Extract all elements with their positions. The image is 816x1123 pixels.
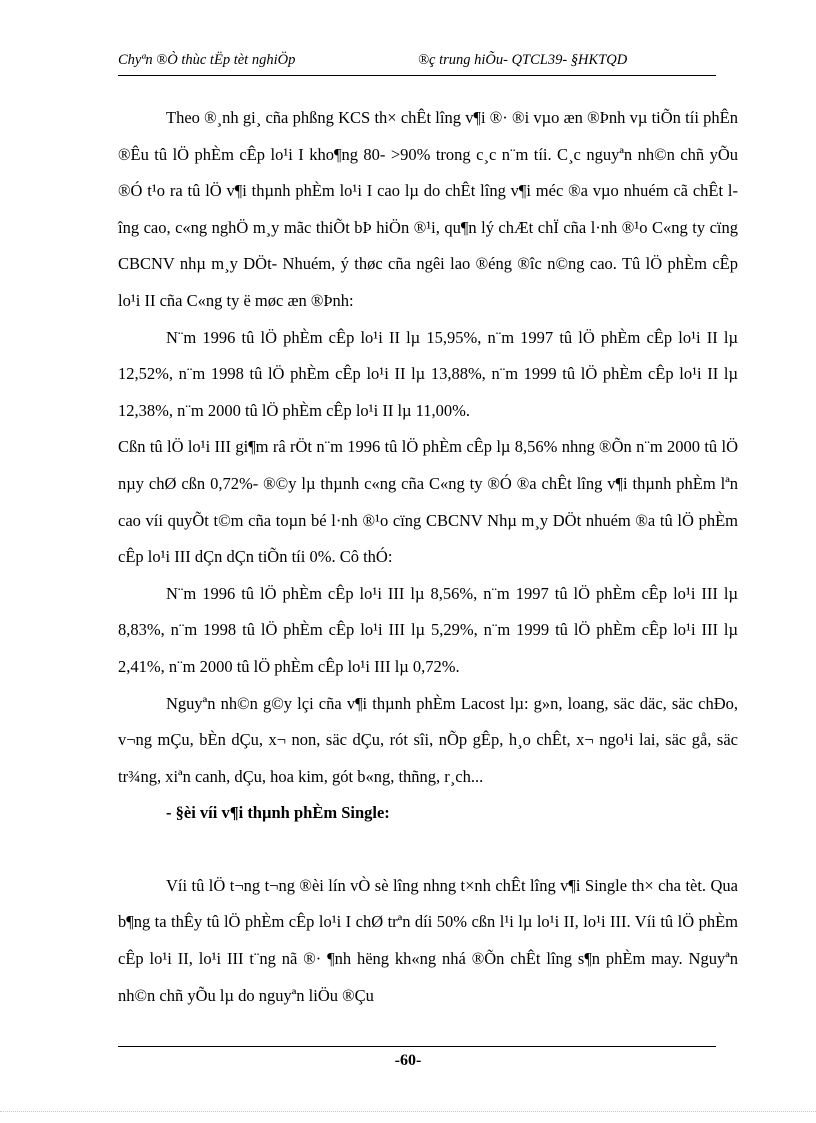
paragraph-single-quality: Víi tû lÖ t¬ng t¬ng ®èi lín vÒ sè lîng nhng t×nh chÊt lîng v¶i Single th× cha tèt. Qua b¶ng ta thÊy tû lÖ phÈm cÊp lo¹i I chØ trªn díi 50% cßn l¹i lµ lo¹i II, lo¹i III. Víi tû lÖ phÈm cÊp lo¹i II, lo¹i III t¨ng nã ®· ¶nh hëng kh«ng nhá ®Õn chÊt lîng s¶n phÈm may. Nguyªn nh©n chñ yÕu lµ do nguyªn liÖu ®Çu <box>118 875 738 1005</box>
subheading-single-fabric: - §èi víi v¶i thµnh phÈm Single: <box>166 803 390 823</box>
page-body <box>118 100 738 1014</box>
header-rule <box>118 75 716 76</box>
paragraph-quality-overview: Theo ®¸nh gi¸ cña phßng KCS th× chÊt lîng v¶i ®· ®i vµo æn ®Þnh vµ tiÕn tíi phÊn ®Êu tû lÖ phÈm cÊp lo¹i I kho¶ng 80- >90% trong c¸c n¨m tíi. C¸c nguyªn nh©n chñ yÕu ®Ó t¹o ra tû lÖ v¶i thµnh phÈm lo¹i I cao lµ do chÊt lîng v¶i méc ®a vµo nhuém cã chÊt lîng cao, c«ng nghÖ m¸y mãc thiÕt bÞ hiÖn ®¹i, qu¶n lý chÆt chÏ cña l·nh ®¹o C«ng ty cïng CBCNV nhµ m¸y DÖt- Nhuém, ý thøc cña ngêi lao ®éng ®îc n©ng cao. Tû lÖ phÈm cÊp lo¹i II cña C«ng ty ë møc æn ®Þnh: <box>118 108 738 310</box>
spacer <box>118 832 738 868</box>
header-thesis-title: Chyªn ®Ò thùc tËp tèt nghiÖp <box>118 52 296 68</box>
paragraph-grade-three-rates: N¨m 1996 tû lÖ phÈm cÊp lo¹i III lµ 8,56%, n¨m 1997 tû lÖ phÈm cÊp lo¹i III lµ 8,83%, n¨m 1998 tû lÖ phÈm cÊp lo¹i III lµ 5,29%, n¨m 1999 tû lÖ phÈm cÊp lo¹i III lµ 2,41%, n¨m 2000 tû lÖ phÈm cÊp lo¹i III lµ 0,72%. <box>118 583 738 676</box>
paragraph-grade-two-rates: N¨m 1996 tû lÖ phÈm cÊp lo¹i II lµ 15,95%, n¨m 1997 tû lÖ phÈm cÊp lo¹i II lµ 12,52%, n¨m 1998 tû lÖ phÈm cÊp lo¹i II lµ 13,88%, n¨m 1999 tû lÖ phÈm cÊp lo¹i II lµ 12,38%, n¨m 2000 tû lÖ phÈm cÊp lo¹i II lµ 11,00%. <box>118 327 738 420</box>
page-edge <box>0 1111 816 1112</box>
paragraph-lacost-defects: Nguyªn nh©n g©y lçi cña v¶i thµnh phÈm Lacost lµ: g»n, loang, säc däc, säc chÐo, v¬ng mÇu, bÈn dÇu, x¬ non, säc dÇu, rót sîi, nÕp gÊp, h¸o chÊt, x¬ ngo¹i lai, säc gå, säc tr¾ng, xiªn canh, dÇu, hoa kim, gót b«ng, thñng, r¸ch... <box>118 693 738 786</box>
header-author: ®ç trung hiÕu- QTCL39- §HKTQD <box>418 52 628 68</box>
page-number: -60- <box>394 1052 422 1069</box>
paragraph-grade-three-decline: Cßn tû lÖ lo¹i III gi¶m râ rÖt n¨m 1996 tû lÖ phÈm cÊp lµ 8,56% nhng ®Õn n¨m 2000 tû lÖ nµy chØ cßn 0,72%- ®©y lµ thµnh c«ng cña C«ng ty ®Ó ®a chÊt lîng v¶i thµnh phÈm lªn cao víi quyÕt t©m cña toµn bé l·nh ®¹o cïng CBCNV Nhµ m¸y DÖt nhuém ®a tû lÖ phÈm cÊp lo¹i III dÇn dÇn tiÕn tíi 0%. Cô thÓ: <box>118 437 738 567</box>
footer-rule <box>118 1046 716 1047</box>
